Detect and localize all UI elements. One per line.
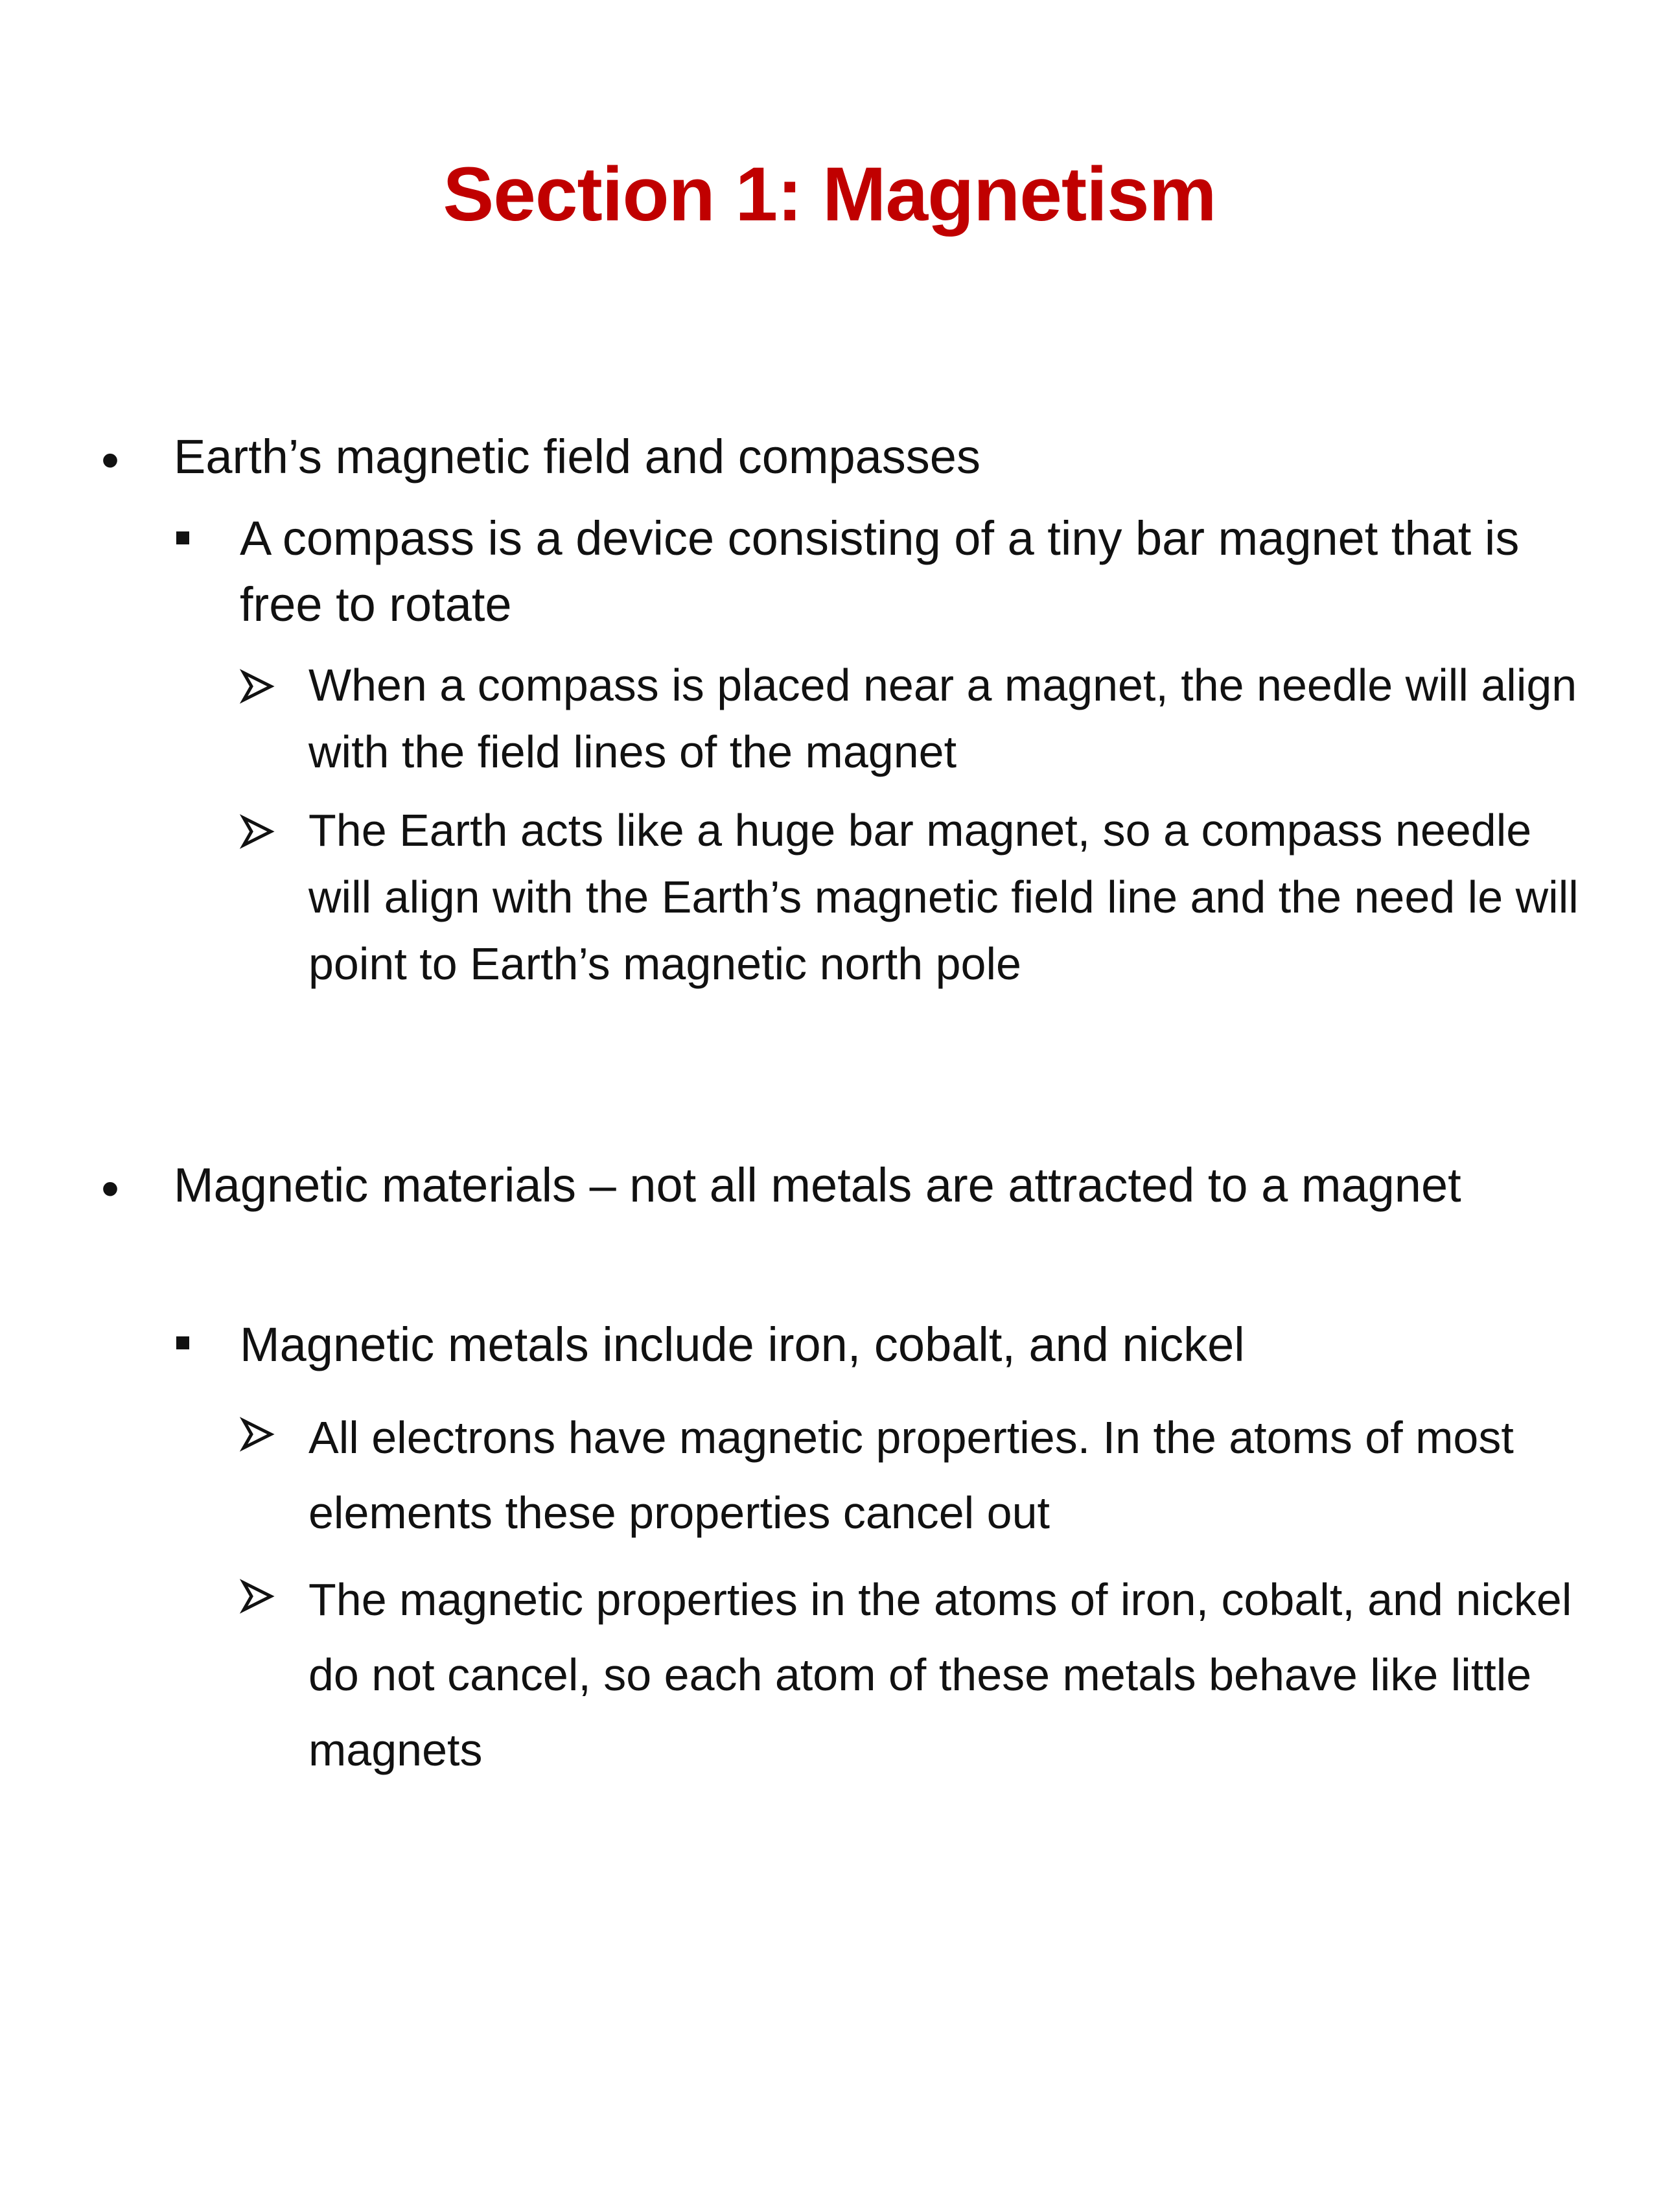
arrow-bullet-text: All electrons have magnetic properties. In the atoms of most elements these properties cancel out (308, 1412, 1514, 1538)
bullet-text: Earth’s magnetic field and compasses (174, 430, 980, 483)
arrow-bullet-text: The magnetic properties in the atoms of iron, cobalt, and nickel do not cancel, so each atom of these metals behave like little magnets (308, 1574, 1572, 1775)
arrow-bullet-icon (240, 814, 275, 849)
square-bullet-icon (176, 1336, 189, 1349)
arrow-bullet-icon (240, 1417, 275, 1452)
sub-bullet-text: Magnetic metals include iron, cobalt, and nickel (240, 1318, 1245, 1371)
round-bullet-icon: • (100, 1159, 119, 1217)
arrow-bullet-text: When a compass is placed near a magnet, the needle will align with the field lines of the magnet (308, 660, 1577, 777)
arrow-bullet-icon (240, 1579, 275, 1614)
slide-title: Section 1: Magnetism (443, 152, 1216, 237)
bullet-text: Magnetic materials – not all metals are attracted to a magnet (174, 1158, 1461, 1212)
square-bullet-icon (176, 531, 189, 544)
arrow-bullet-icon (240, 669, 275, 704)
sub-bullet-text: A compass is a device consisting of a tiny bar magnet that is free to rotate (240, 511, 1520, 631)
arrow-bullet-text: The Earth acts like a huge bar magnet, so a compass needle will align with the Earth’s magnetic field line and the need le will point to Earth’s magnetic north pole (308, 805, 1579, 989)
round-bullet-icon: • (100, 431, 119, 489)
